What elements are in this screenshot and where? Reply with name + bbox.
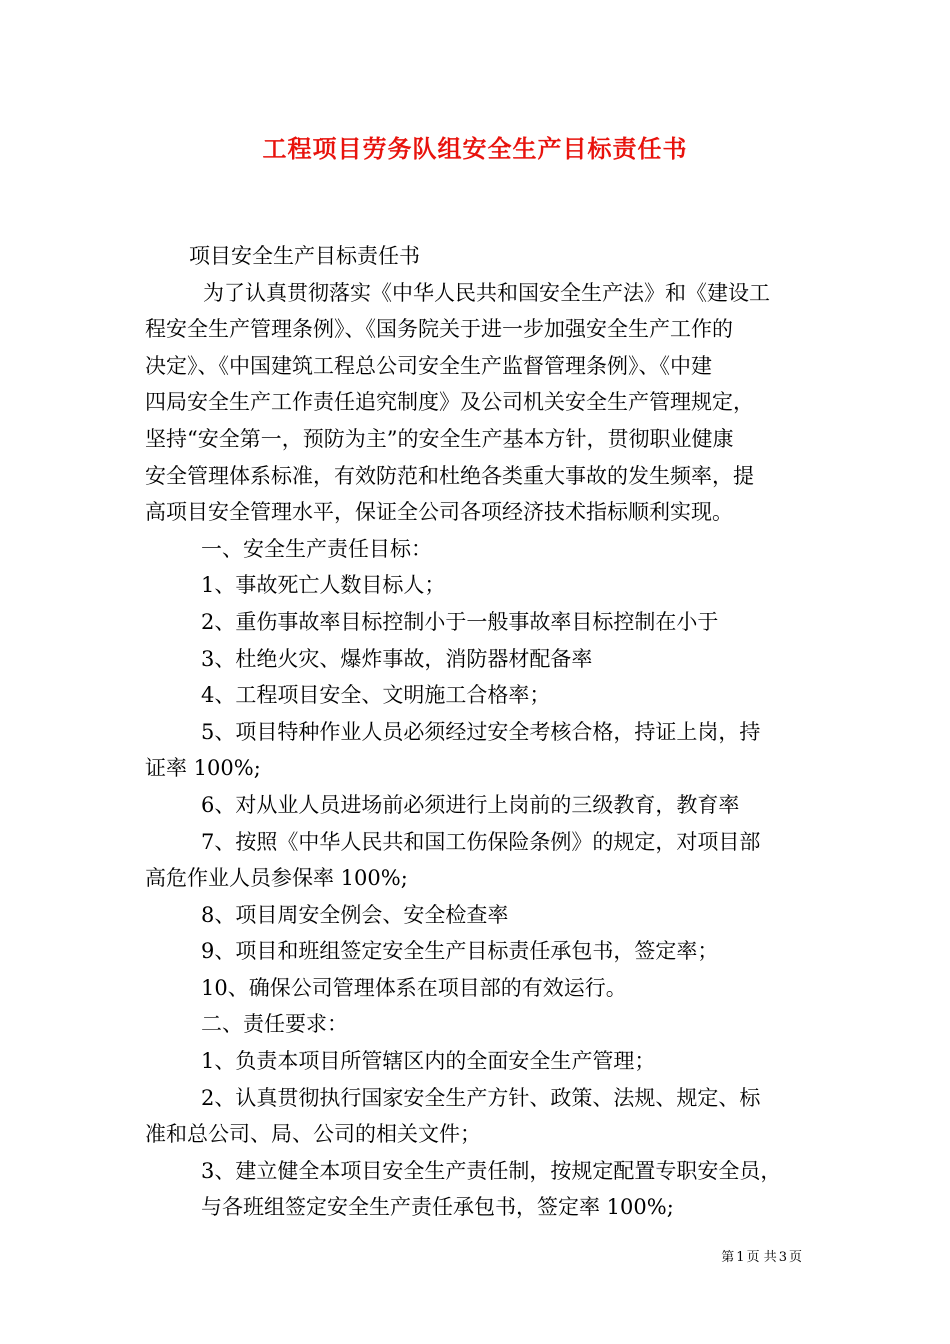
list-item: 2、重伤事故率目标控制小于一般事故率目标控制在小于 — [201, 609, 719, 634]
list-item: 2、认真贯彻执行国家安全生产方针、政策、法规、规定、标 — [201, 1085, 761, 1110]
paragraph-line: 为了认真贯彻落实《中华人民共和国安全生产法》和《建设工 — [203, 280, 770, 305]
list-item: 7、按照《中华人民共和国工伤保险条例》的规定，对项目部 — [201, 829, 761, 854]
paragraph-line: 坚持“安全第一，预防为主”的安全生产基本方针，贯彻职业健康 — [145, 426, 734, 451]
paragraph-line: 程安全生产管理条例》、《国务院关于进一步加强安全生产工作的 — [145, 317, 733, 342]
page-number-footer — [720, 1250, 803, 1266]
paragraph-line: 安全管理体系标准，有效防范和杜绝各类重大事故的发生频率，提 — [145, 463, 754, 488]
list-item: 4、工程项目安全、文明施工合格率； — [201, 683, 551, 708]
current-page-number: 1 — [736, 1250, 745, 1265]
total-page-number: 3 — [778, 1250, 787, 1265]
section-heading: 一、安全生产责任目标： — [201, 536, 432, 561]
paragraph-line: 高项目安全管理水平，保证全公司各项经济技术指标顺利实现。 — [145, 500, 733, 525]
subtitle-line: 项目安全生产目标责任书 — [189, 244, 420, 268]
list-item: 1、事故死亡人数目标人； — [201, 573, 446, 598]
paragraph-line: 四局安全生产工作责任追究制度》及公司机关安全生产管理规定， — [145, 390, 754, 415]
list-item: 3、杜绝火灾、爆炸事故，消防器材配备率 — [201, 646, 593, 671]
list-item: 9、项目和班组签定安全生产目标责任承包书，签定率； — [201, 939, 719, 964]
document-title: 工程项目劳务队组安全生产目标责任书 — [262, 134, 688, 163]
page-suffix: 页 — [788, 1250, 802, 1265]
list-item: 5、项目特种作业人员必须经过安全考核合格，持证上岗，持 — [201, 719, 761, 744]
list-item-continuation: 准和总公司、局、公司的相关文件； — [145, 1122, 481, 1147]
section-heading: 二、责任要求： — [201, 1012, 348, 1037]
list-item-continuation: 高危作业人员参保率 100%; — [145, 866, 408, 891]
list-item: 3、建立健全本项目安全生产责任制，按规定配置专职安全员， — [201, 1158, 782, 1183]
document-body — [145, 238, 805, 1226]
list-item: 8、项目周安全例会、安全检查率 — [201, 902, 509, 927]
page-prefix: 第 — [721, 1250, 735, 1265]
list-item: 1、负责本项目所管辖区内的全面安全生产管理； — [201, 1049, 656, 1074]
list-item-continuation: 与各班组签定安全生产责任承包书，签定率 100%; — [201, 1195, 674, 1220]
paragraph-line: 决定》、《中国建筑工程总公司安全生产监督管理条例》、《中建 — [145, 353, 712, 378]
list-item: 6、对从业人员进场前必须进行上岗前的三级教育，教育率 — [201, 792, 740, 817]
list-item-continuation: 证率 100%; — [145, 756, 261, 781]
page-middle: 页 共 — [746, 1250, 777, 1265]
list-item: 10、确保公司管理体系在项目部的有效运行。 — [201, 975, 627, 1000]
